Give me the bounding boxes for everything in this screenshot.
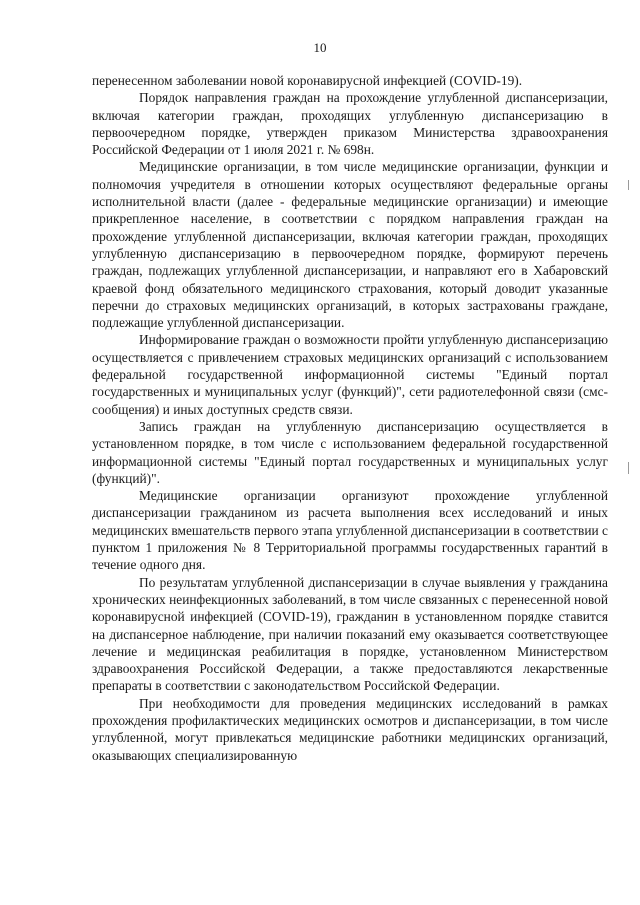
paragraph-appointment-booking: Запись граждан на углубленную диспансеризацию осуществляется в установленном порядке, в том числе с использованием федеральной государственной информационной системы "Единый портал государственных и муниципальных услуг (функций)". bbox=[92, 418, 608, 486]
document-body bbox=[92, 72, 608, 764]
paragraph-specialist-involvement: При необходимости для проведения медицинских исследований в рамках прохождения профилактических медицинских осмотров и диспансеризации, в том числе углубленной, могут привлекаться медицинские работники медицинских организаций, оказывающих специализированную bbox=[92, 695, 608, 763]
paragraph-referral-procedure: Порядок направления граждан на прохождение углубленной диспансеризации, включая категории граждан, проходящих углубленную диспансеризацию в первоочередном порядке, утвержден приказом Министерства здравоохранения Российской Федерации от 1 июля 2021 г. № 698н. bbox=[92, 90, 608, 158]
scan-mark bbox=[628, 180, 629, 190]
paragraph-examination-results: По результатам углубленной диспансеризации в случае выявления у гражданина хронических неинфекционных заболеваний, в том числе связанных с перенесенной новой коронавирусной инфекцией (COVID-19), гражданин в установленном порядке ставится на диспансерное наблюдение, при наличии показаний ему оказывается соответствующее лечение и медицинская реабилитация в порядке, установленном Министерством здравоохранения Российской Федерации, а также предоставляются лекарственные препараты в соответствии с законодательством Российской Федерации. bbox=[92, 574, 608, 694]
paragraph-medical-organizations-list: Медицинские организации, в том числе медицинские организации, функции и полномочия учредителя в отношении которых осуществляют федеральные органы исполнительной власти (далее - федеральные медицинские организации) и имеющие прикрепленное население, в соответствии с порядком направления граждан на прохождение углубленной диспансеризации, включая категории граждан, проходящих углубленную диспансеризацию в первоочередном порядке, формируют перечень граждан, подлежащих углубленной диспансеризации, и направляют его в Хабаровский краевой фонд обязательного медицинского страхования, который доводит указанные перечни до страховых медицинских организаций, в которых застрахованы граждане, подлежащие углубленной диспансеризации. bbox=[92, 159, 608, 331]
paragraph-citizen-informing: Информирование граждан о возможности пройти углубленную диспансеризацию осуществляется с привлечением страховых медицинских организаций с использованием федеральной государственной информационной системы "Единый портал государственных и муниципальных услуг (функций)", сети радиотелефонной связи (смс-сообщения) и иных доступных средств связи. bbox=[92, 332, 608, 417]
paragraph-one-day-examination: Медицинские организации организуют прохождение углубленной диспансеризации гражданином из расчета выполнения всех исследований и иных медицинских вмешательств первого этапа углубленной диспансеризации в соответствии с пунктом 1 приложения № 8 Территориальной программы государственных гарантий в течение одного дня. bbox=[92, 488, 608, 573]
scan-mark bbox=[628, 462, 629, 474]
page-number: 10 bbox=[313, 40, 327, 55]
paragraph-continuation: перенесенном заболевании новой коронавирусной инфекцией (COVID-19). bbox=[92, 73, 523, 88]
